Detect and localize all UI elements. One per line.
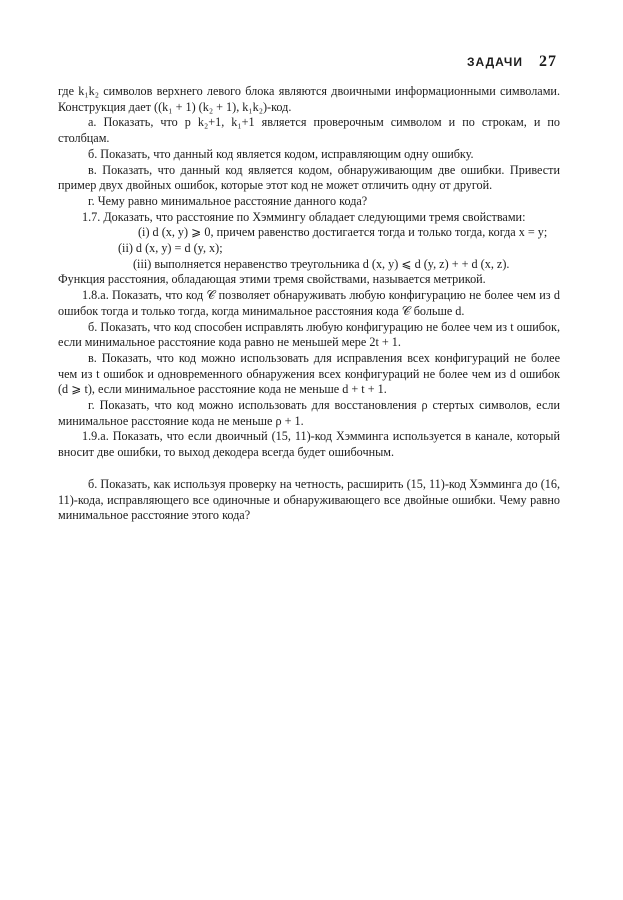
property-i: (i) d (x, y) ⩾ 0, причем равенство достигается тогда и только тогда, когда x = y; [138, 225, 548, 240]
paragraph-gap [58, 461, 560, 477]
page-number: 27 [539, 53, 557, 70]
section-title: ЗАДАЧИ [467, 55, 523, 69]
problem-1-6d: г. Чему равно минимальное расстояние данного кода? [88, 193, 368, 208]
problem-1-9a: 1.9.а. Показать, что если двоичный (15, 11)-код Хэмминга используется в канале, который вносит две ошибки, то выход декодера всегда будет ошибочным. [58, 429, 560, 460]
problem-1-9b: б. Показать, как используя проверку на четность, расширить (15, 11)-код Хэмминга до (16, 11)-кода, исправляющего все одиночные и обнаруживающего все двойные ошибки. Чему равно минимальное расстояние этого кода? [58, 476, 560, 523]
problem-1-6a: а. Показать, что p k₂+1, k₁+1 является проверочным символом и по строкам, и по столбцам. [58, 115, 560, 146]
problem-1-6c: в. Показать, что данный код является кодом, обнаруживающим две ошибки. Привести пример двух двойных ошибок, которые этот код не может отличить одну от другой. [58, 162, 560, 193]
problem-1-6b: б. Показать, что данный код является кодом, исправляющим одну ошибку. [88, 146, 474, 161]
problem-1-8b: б. Показать, что код способен исправлять любую конфигурацию не более чем из t ошибок, если минимальное расстояние кода равно не меньшей мере 2t + 1. [58, 319, 560, 350]
property-iii: (iii) выполняется неравенство треугольника d (x, y) ⩽ d (y, z) + + d (x, z). [133, 256, 510, 271]
problem-1-7: 1.7. Доказать, что расстояние по Хэммингу обладает следующими тремя свойствами: [82, 209, 526, 224]
property-ii: (ii) d (x, y) = d (y, x); [118, 241, 223, 256]
running-head [467, 53, 557, 71]
metric-definition: Функция расстояния, обладающая этими тремя свойствами, называется метрикой. [58, 272, 486, 287]
paragraph-intro: где k₁k₂ символов верхнего левого блока являются двоичными информационными символами. Конструкция дает ((k₁ + 1) (k₂ + 1), k₁k₂)-код. [58, 84, 560, 114]
problem-1-8a: 1.8.а. Показать, что код 𝒞 позволяет обнаруживать любую конфигурацию не более чем из d ошибок тогда и только тогда, когда минимальное расстояния кода 𝒞 больше d. [58, 288, 560, 318]
problem-1-8d: г. Показать, что код можно использовать для восстановления ρ стертых символов, если минимальное расстояние кода не меньше ρ + 1. [58, 398, 560, 428]
problem-1-8c: в. Показать, что код можно использовать для исправления всех конфигураций не более чем из t ошибок и одновременного обнаружения всех конфигураций не более чем из d ошибок (d ⩾ t), если минимальное расстояние кода не меньше d + t + 1. [58, 350, 560, 397]
page-body [58, 84, 560, 524]
